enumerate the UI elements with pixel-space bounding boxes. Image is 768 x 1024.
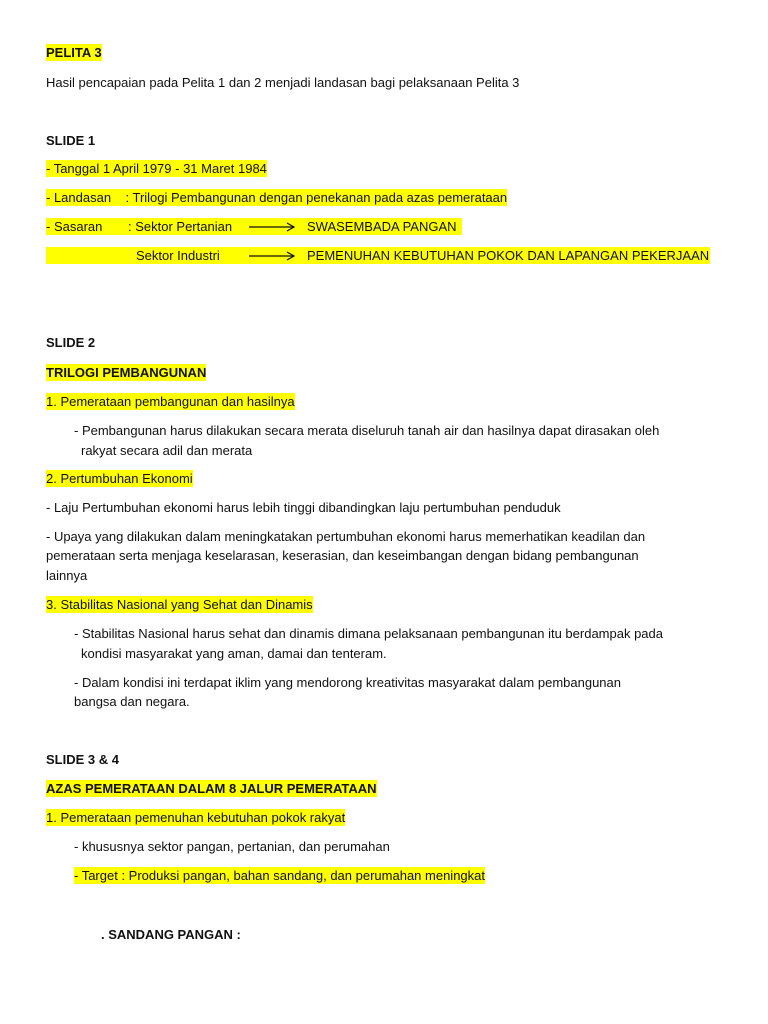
slide2-item3-text2-b: bangsa dan negara. [74, 694, 190, 709]
slide2-title: TRILOGI PEMBANGUNAN [46, 365, 207, 380]
slide2-item1-title: 1. Pemerataan pembangunan dan hasilnya [46, 394, 295, 409]
slide2-item1-text-b: rakyat secara adil dan merata [81, 443, 253, 458]
slide1-sasaran-target1: SWASEMBADA PANGAN [307, 219, 457, 234]
slide1-sasaran-sector1: : Sektor Pertanian [128, 219, 233, 234]
slide34-heading: SLIDE 3 & 4 [46, 752, 119, 767]
slide2-heading: SLIDE 2 [46, 335, 96, 350]
slide2-item3-text1-b: kondisi masyarakat yang aman, damai dan tenteram. [81, 646, 387, 661]
pelita-intro: Hasil pencapaian pada Pelita 1 dan 2 menjadi landasan bagi pelaksanaan Pelita 3 [46, 75, 520, 90]
slide1-heading: SLIDE 1 [46, 133, 96, 148]
slide1-sasaran-label: - Sasaran [46, 219, 103, 234]
slide34-item1-text: - khususnya sektor pangan, pertanian, dan perumahan [74, 839, 390, 854]
slide34-item1-target: - Target : Produksi pangan, bahan sandang, dan perumahan meningkat [74, 868, 485, 883]
slide2-item2-text1: - Laju Pertumbuhan ekonomi harus lebih tinggi dibandingkan laju pertumbuhan penduduk [46, 500, 561, 515]
arrow-right-icon [249, 221, 297, 233]
slide2-item2-text2-c: lainnya [46, 568, 88, 583]
slide1-sasaran-sector2: Sektor Industri [136, 248, 220, 263]
slide34-sandang: . SANDANG PANGAN : [101, 927, 241, 942]
slide2-item2-title: 2. Pertumbuhan Ekonomi [46, 471, 193, 486]
slide1-sasaran-target2: PEMENUHAN KEBUTUHAN POKOK DAN LAPANGAN PEKERJAAN [307, 248, 710, 263]
slide2-item3-title: 3. Stabilitas Nasional yang Sehat dan Dinamis [46, 597, 313, 612]
slide2-item3-text1-a: - Stabilitas Nasional harus sehat dan dinamis dimana pelaksanaan pembangunan itu berdampak pada [74, 626, 663, 641]
pelita-heading: PELITA 3 [46, 45, 102, 60]
slide2-item2-text2-b: pemerataan serta menjaga keselarasan, keserasian, dan keseimbangan dengan bidang pembangunan [46, 548, 639, 563]
slide1-landasan: - Landasan : Trilogi Pembangunan dengan penekanan pada azas pemerataan [46, 190, 508, 205]
slide34-item1-title: 1. Pemerataan pemenuhan kebutuhan pokok rakyat [46, 810, 346, 825]
slide2-item1-text-a: - Pembangunan harus dilakukan secara merata diseluruh tanah air dan hasilnya dapat dirasakan oleh [74, 423, 660, 438]
slide1-tanggal: - Tanggal 1 April 1979 - 31 Maret 1984 [46, 161, 267, 176]
slide2-item3-text2-a: - Dalam kondisi ini terdapat iklim yang mendorong kreativitas masyarakat dalam pembangunan [74, 675, 621, 690]
arrow-right-icon [249, 250, 297, 262]
slide34-title: AZAS PEMERATAAN DALAM 8 JALUR PEMERATAAN [46, 781, 377, 796]
slide2-item2-text2-a: - Upaya yang dilakukan dalam meningkatakan pertumbuhan ekonomi harus memerhatikan keadilan dan [46, 529, 646, 544]
